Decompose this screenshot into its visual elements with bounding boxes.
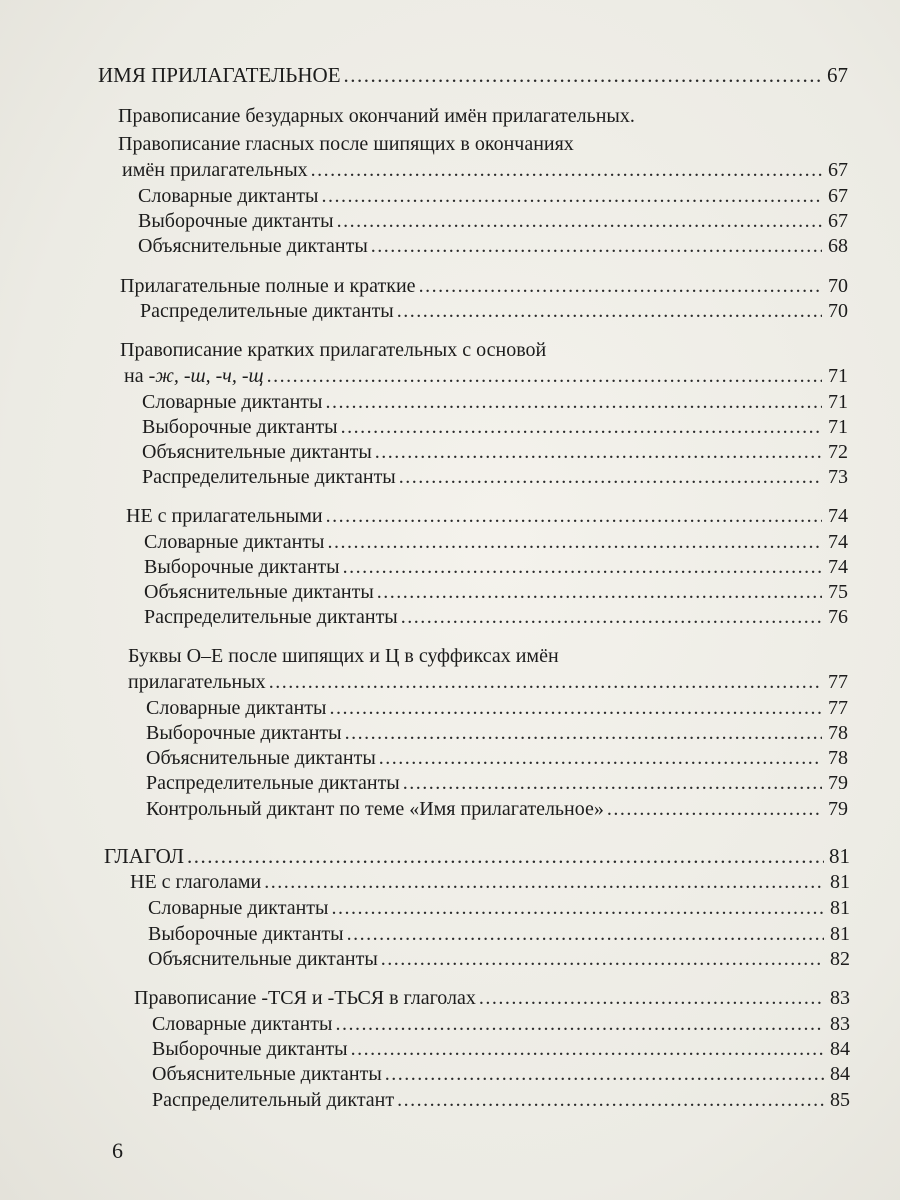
toc-entry — [138, 233, 848, 259]
toc-entry — [146, 796, 848, 822]
toc-entry-title: имён прилагательных — [122, 159, 308, 181]
toc-entry-title-prefix: на — [124, 365, 149, 387]
toc-entry-page: 75 — [828, 581, 848, 603]
toc-entry — [130, 869, 850, 895]
toc-entry-title: Объяснительные диктанты — [146, 747, 376, 769]
toc-entry-page: 76 — [828, 606, 848, 628]
dot-leader — [344, 62, 822, 88]
dot-leader — [479, 985, 824, 1011]
toc-entry-title: Правописание гласных после шипящих в окончаниях — [118, 133, 574, 155]
dot-leader — [345, 720, 822, 746]
dot-leader — [401, 604, 822, 630]
toc-entry-page: 74 — [828, 531, 848, 553]
dot-leader — [377, 579, 822, 605]
toc-entry-title: Распределительные диктанты — [142, 466, 396, 488]
toc-entry-page: 81 — [830, 897, 850, 919]
toc-entry — [146, 770, 848, 796]
toc-entry — [142, 439, 848, 465]
toc-entry — [146, 720, 848, 746]
toc-entry-title: прилагательных — [128, 671, 266, 693]
dot-leader — [381, 946, 824, 972]
toc-entry-title: Выборочные диктанты — [152, 1038, 348, 1060]
toc-entry-page: 78 — [828, 722, 848, 744]
toc-entry — [138, 183, 848, 209]
toc-entry-title: ИМЯ ПРИЛАГАТЕЛЬНОЕ — [98, 63, 341, 87]
toc-entry-page: 77 — [828, 697, 848, 719]
toc-entry-title: Прилагательные полные и краткие — [120, 275, 416, 297]
toc-entry — [134, 985, 850, 1011]
toc-entry-title: Буквы О–Е после шипящих и Ц в суффиксах имён — [128, 645, 559, 667]
toc-entry-page: 68 — [828, 235, 848, 257]
page-number: 6 — [112, 1138, 123, 1163]
dot-leader — [341, 414, 822, 440]
toc-entry — [144, 554, 848, 580]
toc-entry-page: 81 — [829, 844, 850, 868]
toc-entry-page: 67 — [828, 159, 848, 181]
dot-leader — [267, 363, 822, 389]
dot-leader — [264, 869, 824, 895]
toc-entry — [142, 389, 848, 415]
toc-entry-page: 78 — [828, 747, 848, 769]
toc-entry-title: Распределительные диктанты — [146, 772, 400, 794]
toc-entry-page: 84 — [830, 1063, 850, 1085]
toc-entry-page: 79 — [828, 772, 848, 794]
toc-entry — [152, 1061, 850, 1087]
toc-entry — [138, 208, 848, 234]
toc-entry — [126, 503, 848, 529]
toc-entry — [122, 157, 848, 183]
toc-entry-title: Словарные диктанты — [138, 185, 319, 207]
dot-leader — [419, 273, 822, 299]
toc-entry — [98, 62, 848, 88]
toc-entry-title-endings: -ж, -ш, -ч, -щ — [148, 365, 264, 387]
toc-entry-title: Выборочные диктанты — [148, 923, 344, 945]
toc-entry-page: 71 — [828, 391, 848, 413]
toc-entry-title — [124, 363, 264, 389]
toc-entry-title: Контрольный диктант по теме «Имя прилагательное» — [146, 798, 604, 820]
dot-leader — [337, 208, 822, 234]
toc-entry — [140, 298, 848, 324]
toc-entry-title: Объяснительные диктанты — [152, 1063, 382, 1085]
toc-entry-page: 83 — [830, 987, 850, 1009]
toc-entry-title: ГЛАГОЛ — [104, 844, 184, 868]
dot-leader — [331, 895, 824, 921]
toc-entry-page: 85 — [830, 1089, 850, 1111]
toc-entry-title: Объяснительные диктанты — [138, 235, 368, 257]
toc-entry — [144, 529, 848, 555]
toc-entry-title: Выборочные диктанты — [144, 556, 340, 578]
toc-entry-title: Распределительные диктанты — [140, 300, 394, 322]
toc-entry-title: Словарные диктанты — [152, 1013, 333, 1035]
dot-leader — [397, 1087, 824, 1113]
dot-leader — [326, 503, 822, 529]
dot-leader — [311, 157, 822, 183]
dot-leader — [321, 183, 822, 209]
toc-entry-page: 72 — [828, 441, 848, 463]
toc-entry — [118, 131, 848, 157]
toc-entry-title: Правописание безударных окончаний имён прилагательных. — [118, 105, 635, 127]
toc-entry-title: Выборочные диктанты — [138, 210, 334, 232]
toc-entry-title: НЕ с глаголами — [130, 871, 262, 893]
toc-entry-page: 70 — [828, 300, 848, 322]
toc-entry-title: Объяснительные диктанты — [148, 948, 378, 970]
dot-leader — [385, 1061, 824, 1087]
toc-entry-page: 81 — [830, 871, 850, 893]
toc-entry — [142, 414, 848, 440]
dot-leader — [379, 745, 822, 771]
toc-entry-page: 82 — [830, 948, 850, 970]
dot-leader — [351, 1036, 824, 1062]
toc-entry-page: 77 — [828, 671, 848, 693]
toc-entry-title: Объяснительные диктанты — [142, 441, 372, 463]
toc-entry-title: Распределительные диктанты — [144, 606, 398, 628]
toc-entry-title: Словарные диктанты — [142, 391, 323, 413]
dot-leader — [187, 843, 824, 869]
toc-entry-title: Выборочные диктанты — [142, 416, 338, 438]
dot-leader — [269, 669, 822, 695]
toc-entry-title: Распределительный диктант — [152, 1089, 395, 1111]
toc-entry — [146, 695, 848, 721]
toc-entry — [120, 337, 848, 363]
toc-entry — [104, 843, 850, 869]
toc-entry — [152, 1087, 850, 1113]
toc-entry — [142, 464, 848, 490]
dot-leader — [399, 464, 822, 490]
toc-entry-title: Выборочные диктанты — [146, 722, 342, 744]
dot-leader — [325, 389, 822, 415]
toc-entry-title: Словарные диктанты — [148, 897, 329, 919]
dot-leader — [607, 796, 822, 822]
toc-entry-page: 81 — [830, 923, 850, 945]
toc-entry-title: Правописание кратких прилагательных с основой — [120, 339, 547, 361]
toc-entry — [152, 1036, 850, 1062]
toc-entry — [152, 1011, 850, 1037]
toc-entry — [118, 103, 848, 129]
dot-leader — [375, 439, 822, 465]
toc-entry-page: 70 — [828, 275, 848, 297]
toc-entry-title: Объяснительные диктанты — [144, 581, 374, 603]
toc-entry — [148, 895, 850, 921]
toc-entry-title: Словарные диктанты — [146, 697, 327, 719]
toc-entry-page: 71 — [828, 365, 848, 387]
toc-entry-page: 83 — [830, 1013, 850, 1035]
toc-entry — [128, 669, 848, 695]
toc-entry — [148, 921, 850, 947]
toc-entry-page: 71 — [828, 416, 848, 438]
toc-entry — [148, 946, 850, 972]
toc-entry-page: 79 — [828, 798, 848, 820]
toc-entry-title: НЕ с прилагательными — [126, 505, 323, 527]
toc-entry-title: Правописание -ТСЯ и -ТЬСЯ в глаголах — [134, 987, 476, 1009]
toc-entry-page: 67 — [828, 185, 848, 207]
dot-leader — [371, 233, 822, 259]
toc-entry-page: 67 — [828, 210, 848, 232]
toc-entry — [144, 604, 848, 630]
dot-leader — [403, 770, 822, 796]
toc-entry — [146, 745, 848, 771]
dot-leader — [329, 695, 822, 721]
dot-leader — [343, 554, 822, 580]
toc-entry — [120, 273, 848, 299]
toc-entry — [124, 363, 848, 389]
toc-entry-page: 74 — [828, 556, 848, 578]
dot-leader — [335, 1011, 824, 1037]
toc-entry-title: Словарные диктанты — [144, 531, 325, 553]
toc-entry-page: 67 — [827, 63, 848, 87]
dot-leader — [327, 529, 822, 555]
toc-entry-page: 74 — [828, 505, 848, 527]
toc-entry — [144, 579, 848, 605]
toc-entry — [128, 643, 848, 669]
toc-entry-page: 84 — [830, 1038, 850, 1060]
dot-leader — [397, 298, 822, 324]
dot-leader — [347, 921, 824, 947]
toc-entry-page: 73 — [828, 466, 848, 488]
